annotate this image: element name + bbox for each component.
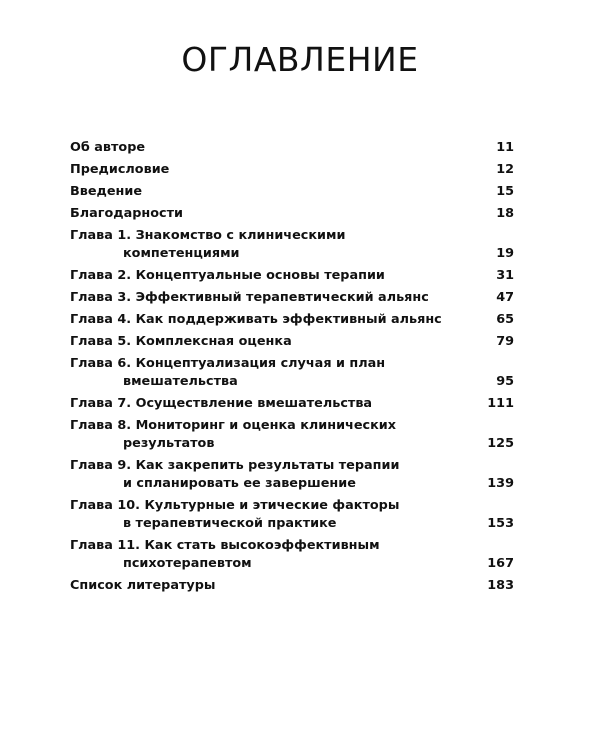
toc-entry [70, 577, 514, 595]
toc-entry [70, 355, 514, 391]
toc-entry [70, 139, 514, 157]
toc-page-number: 183 [487, 578, 514, 593]
toc-entry [70, 227, 514, 263]
page-title: ОГЛАВЛЕНИЕ [181, 40, 419, 79]
toc-entry [70, 267, 514, 285]
toc-page-number: 167 [487, 556, 514, 571]
toc-page-number: 15 [496, 184, 514, 199]
toc-entry-label: Введение [70, 184, 143, 199]
toc-entry [70, 311, 514, 329]
toc-entry [70, 333, 514, 351]
toc-entry-label-continuation: и спланировать ее завершение [123, 476, 356, 491]
toc-entry-label: Об авторе [70, 140, 146, 155]
toc-page-number: 153 [487, 516, 514, 531]
toc-entry-label: Глава 10. Культурные и этические факторы [70, 498, 400, 513]
toc-entry-label: Глава 4. Как поддерживать эффективный альянс [70, 312, 442, 327]
toc-entry-label: Глава 2. Концептуальные основы терапии [70, 268, 385, 283]
toc-entry-label-continuation: компетенциями [123, 246, 240, 261]
toc-entry [70, 497, 514, 533]
toc-entry-label-continuation: психотерапевтом [123, 556, 252, 571]
toc-page-number: 11 [496, 140, 514, 155]
toc-page-number: 31 [496, 268, 514, 283]
toc-entry-label-continuation: в терапевтической практике [123, 516, 337, 531]
toc-entry [70, 395, 514, 413]
toc-entry [70, 537, 514, 573]
toc-entry [70, 289, 514, 307]
toc-entry-label: Глава 3. Эффективный терапевтический альянс [70, 290, 429, 305]
toc-entry [70, 457, 514, 493]
toc-page-number: 65 [496, 312, 514, 327]
toc-entry-label: Предисловие [70, 162, 170, 177]
toc-entry-label: Список литературы [70, 578, 216, 593]
toc-entry [70, 183, 514, 201]
toc-page-number: 125 [487, 436, 514, 451]
toc-entry-label: Глава 7. Осуществление вмешательства [70, 396, 373, 411]
toc-page-number: 19 [496, 246, 514, 261]
toc-entry-label: Благодарности [70, 206, 183, 221]
toc-page-number: 18 [496, 206, 514, 221]
toc-page-number: 95 [496, 374, 514, 389]
toc-entry-label: Глава 9. Как закрепить результаты терапии [70, 458, 400, 473]
toc-entry-label-continuation: результатов [123, 436, 215, 451]
toc-entry-label-continuation: вмешательства [123, 374, 238, 389]
toc-page-number: 12 [496, 162, 514, 177]
toc-entry-label: Глава 6. Концептуализация случая и план [70, 356, 386, 371]
toc-entry [70, 205, 514, 223]
toc-entry-label: Глава 8. Мониторинг и оценка клинических [70, 418, 397, 433]
toc-page-number: 139 [487, 476, 514, 491]
toc-page-number: 111 [487, 396, 514, 411]
toc-page-number: 79 [496, 334, 514, 349]
toc-entry [70, 417, 514, 453]
table-of-contents [70, 139, 514, 599]
toc-page-number: 47 [496, 290, 514, 305]
toc-entry-label: Глава 5. Комплексная оценка [70, 334, 292, 349]
toc-entry [70, 161, 514, 179]
toc-entry-label: Глава 1. Знакомство с клиническими [70, 228, 346, 243]
toc-entry-label: Глава 11. Как стать высокоэффективным [70, 538, 380, 553]
